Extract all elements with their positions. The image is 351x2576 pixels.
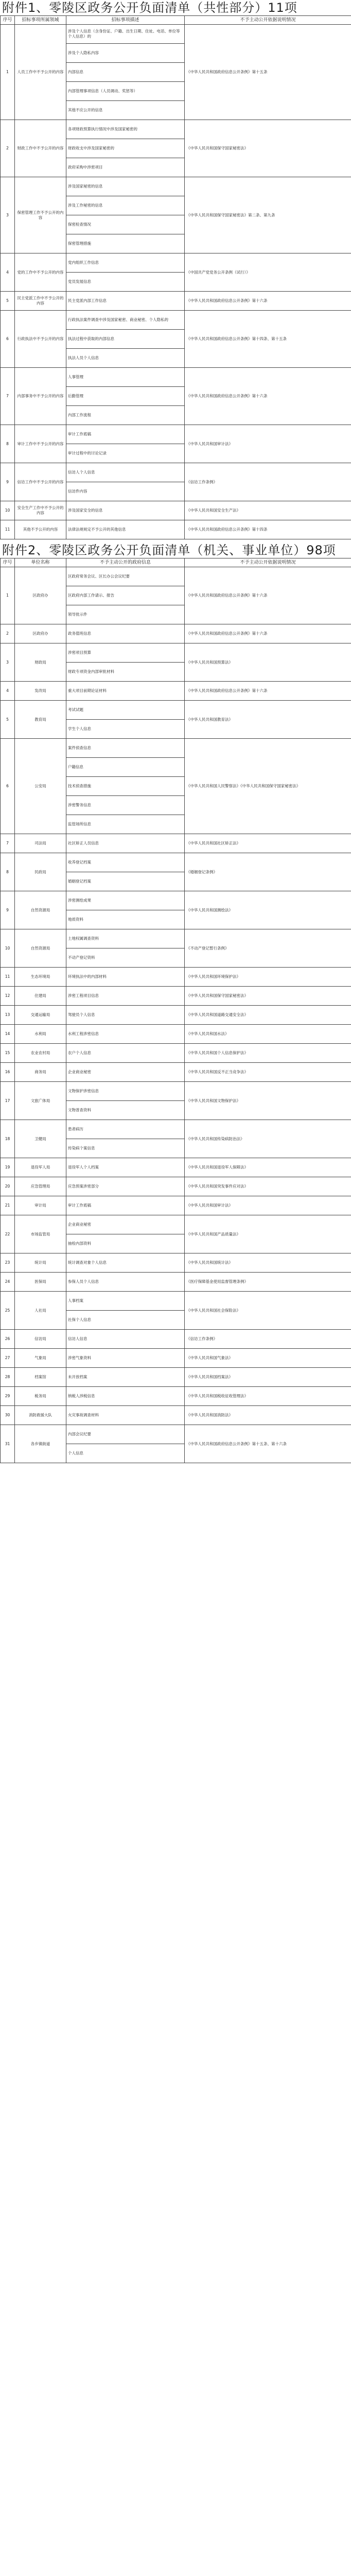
- row-number: 14: [1, 1025, 15, 1044]
- row-item: 火灾事故调查材料: [66, 1406, 185, 1425]
- table-row: [1, 891, 351, 910]
- table-row: [1, 1253, 351, 1273]
- row-basis: 《中华人民共和国政府信息公开条例》第十六条: [185, 368, 351, 425]
- row-unit: 信访局: [15, 1330, 66, 1349]
- row-unit: 自然资源局: [15, 891, 66, 929]
- row-item: 内部会议纪要: [66, 1425, 185, 1444]
- row-basis: 《中华人民共和国统计法》: [185, 1253, 351, 1273]
- row-item: 审计工作底稿: [66, 425, 185, 444]
- row-item: 退役军人个人档案: [66, 1158, 185, 1177]
- row-basis: 《信访工作条例》: [185, 1330, 351, 1349]
- row-item: 信访人个人信息: [66, 463, 185, 482]
- row-number: 29: [1, 1387, 15, 1406]
- row-number: 5: [1, 701, 15, 739]
- row-unit: 应急管理局: [15, 1177, 66, 1196]
- header-basis: 不予主动公开依据说明情况: [185, 16, 351, 25]
- table-row: [1, 1082, 351, 1101]
- row-basis: 《不动产登记暂行条例》: [185, 929, 351, 968]
- row-number: 8: [1, 853, 15, 891]
- row-item: 涉及工作秘密的信息: [66, 196, 185, 215]
- row-basis: 《中华人民共和国保守国家秘密法》: [185, 120, 351, 177]
- row-item: 地质资料: [66, 910, 185, 929]
- row-number: 9: [1, 463, 15, 501]
- row-number: 6: [1, 739, 15, 834]
- row-basis: 《中华人民共和国退役军人保障法》: [185, 1158, 351, 1177]
- row-number: 17: [1, 1082, 15, 1120]
- row-item: 文物保护涉密信息: [66, 1082, 185, 1101]
- page2-table-body: [1, 567, 351, 1463]
- row-item: 监管场所信息: [66, 815, 185, 834]
- row-number: 6: [1, 311, 15, 368]
- row-field: 财政工作中不予公开的内容: [15, 120, 66, 177]
- row-basis: 《信访工作条例》: [185, 463, 351, 501]
- table-row: [1, 682, 351, 701]
- page1-header-row: [1, 16, 351, 25]
- row-number: 7: [1, 368, 15, 425]
- row-basis: 《中华人民共和国社会保险法》: [185, 1292, 351, 1330]
- table-row: [1, 311, 351, 330]
- table-row: [1, 834, 351, 853]
- row-item: 涉及国家安全的信息: [66, 501, 185, 520]
- row-item: 应急预案涉密部分: [66, 1177, 185, 1196]
- header-items: 招标事项描述: [66, 16, 185, 25]
- row-item: 其他不应公开的信息: [66, 101, 185, 120]
- row-item: 审计工作底稿: [66, 1196, 185, 1215]
- row-item: 技术侦查措施: [66, 777, 185, 796]
- table-row: [1, 1406, 351, 1425]
- row-basis: 《中华人民共和国传染病防治法》: [185, 1120, 351, 1158]
- header-no: 序号: [1, 558, 15, 567]
- row-basis: 《中华人民共和国政府信息公开条例》第十六条: [185, 292, 351, 311]
- page2-header-row: [1, 558, 351, 567]
- row-basis: 《中华人民共和国个人信息保护法》: [185, 1044, 351, 1063]
- row-item: 环境执法中的内部材料: [66, 968, 185, 987]
- table-row: [1, 253, 351, 273]
- row-item: 审计过程中的讨论记录: [66, 444, 185, 463]
- row-field: 党的工作中不予公开的内容: [15, 253, 66, 292]
- row-number: 11: [1, 520, 15, 539]
- row-unit: 生态环境局: [15, 968, 66, 987]
- row-item: 参保人员个人信息: [66, 1273, 185, 1292]
- row-number: 16: [1, 1063, 15, 1082]
- page1-table: [0, 15, 351, 539]
- table-row: [1, 1349, 351, 1368]
- row-item: 企业商业秘密: [66, 1215, 185, 1234]
- table-row: [1, 25, 351, 44]
- row-basis: 《中华人民共和国道路交通安全法》: [185, 1006, 351, 1025]
- row-basis: 《中华人民共和国政府信息公开条例》第十五条、第十六条: [185, 1425, 351, 1463]
- row-number: 3: [1, 643, 15, 682]
- row-unit: 统计局: [15, 1253, 66, 1273]
- table-row: [1, 425, 351, 444]
- row-basis: 《中华人民共和国审计法》: [185, 1196, 351, 1215]
- row-basis: 《中华人民共和国政府信息公开条例》第十四条: [185, 520, 351, 539]
- row-unit: 发改局: [15, 682, 66, 701]
- row-item: 涉密工程项目信息: [66, 987, 185, 1006]
- row-unit: 水利局: [15, 1025, 66, 1044]
- row-item: 领导批示件: [66, 605, 185, 624]
- page2-table: [0, 558, 351, 1463]
- page1-title: 附件1、零陵区政务公开负面清单（共性部分）11项: [2, 1, 297, 15]
- table-row: [1, 987, 351, 1006]
- row-item: 执法过程中获取的内部信息: [66, 330, 185, 349]
- table-row: [1, 1063, 351, 1082]
- row-unit: 消防救援大队: [15, 1406, 66, 1425]
- row-unit: 气象局: [15, 1349, 66, 1368]
- row-item: 婚姻登记档案: [66, 872, 185, 891]
- row-number: 5: [1, 292, 15, 311]
- row-field: 内部事务中不予公开的内容: [15, 368, 66, 425]
- table-row: [1, 701, 351, 720]
- table-row: [1, 292, 351, 311]
- row-number: 28: [1, 1368, 15, 1387]
- table-row: [1, 624, 351, 643]
- row-basis: 《中华人民共和国税收征收管理法》: [185, 1387, 351, 1406]
- row-basis: 《中国共产党党务公开条例（试行）》: [185, 253, 351, 292]
- row-basis: 《中华人民共和国文物保护法》: [185, 1082, 351, 1120]
- header-field: 招标事项所属领域: [15, 16, 66, 25]
- row-number: 30: [1, 1406, 15, 1425]
- table-row: [1, 368, 351, 387]
- row-field: 信访工作中不予公开的内容: [15, 463, 66, 501]
- row-item: 涉密项目预算: [66, 643, 185, 663]
- row-unit: 区政府办: [15, 624, 66, 643]
- row-basis: 《中华人民共和国审计法》: [185, 425, 351, 463]
- row-basis: 《中华人民共和国反不正当竞争法》: [185, 1063, 351, 1082]
- row-unit: 交通运输局: [15, 1006, 66, 1025]
- table-row: [1, 929, 351, 948]
- row-unit: 农业农村局: [15, 1044, 66, 1063]
- row-item: 信访人信息: [66, 1330, 185, 1349]
- table-row: [1, 1120, 351, 1139]
- table-row: [1, 968, 351, 987]
- row-unit: 档案馆: [15, 1368, 66, 1387]
- row-unit: 退役军人局: [15, 1158, 66, 1177]
- table-row: [1, 1387, 351, 1406]
- row-unit: 自然资源局: [15, 929, 66, 968]
- row-item: 驾驶员个人信息: [66, 1006, 185, 1025]
- row-item: 内部管理事项信息（人员调动、奖惩等）: [66, 82, 185, 101]
- table-row: [1, 1006, 351, 1025]
- row-basis: 《中华人民共和国突发事件应对法》: [185, 1177, 351, 1196]
- row-unit: 住建局: [15, 987, 66, 1006]
- row-basis: 《中华人民共和国气象法》: [185, 1349, 351, 1368]
- row-unit: 教育局: [15, 701, 66, 739]
- row-item: 农户个人信息: [66, 1044, 185, 1063]
- row-number: 2: [1, 120, 15, 177]
- row-basis: 《中华人民共和国政府信息公开条例》第十六条: [185, 682, 351, 701]
- row-basis: 《中华人民共和国环境保护法》: [185, 968, 351, 987]
- row-item: 民主党派内部工作信息: [66, 292, 185, 311]
- table-row: [1, 120, 351, 139]
- row-field: 人员工作中不予公开的内容: [15, 25, 66, 120]
- row-item: 户籍信息: [66, 758, 185, 777]
- row-item: 财政收支中涉及国家秘密的: [66, 139, 185, 158]
- row-basis: 《中华人民共和国产品质量法》: [185, 1215, 351, 1253]
- row-number: 13: [1, 1006, 15, 1025]
- row-basis: 《中华人民共和国人民警察法》《中华人民共和国保守国家秘密法》: [185, 739, 351, 834]
- row-unit: 区政府办: [15, 567, 66, 624]
- row-item: 抽检内部资料: [66, 1234, 185, 1253]
- row-item: 案件侦查信息: [66, 739, 185, 758]
- row-item: 后勤管理: [66, 387, 185, 406]
- row-item: 涉及个人隐私内容: [66, 44, 185, 63]
- row-number: 24: [1, 1273, 15, 1292]
- row-number: 22: [1, 1215, 15, 1253]
- row-number: 1: [1, 25, 15, 120]
- row-number: 12: [1, 987, 15, 1006]
- row-field: 民主党派工作中不予公开的内容: [15, 292, 66, 311]
- row-number: 2: [1, 624, 15, 643]
- row-basis: 《中华人民共和国安全生产法》: [185, 501, 351, 520]
- row-basis: 《中华人民共和国水法》: [185, 1025, 351, 1044]
- row-item: 党员发展信息: [66, 273, 185, 292]
- row-item: 涉及国家秘密的信息: [66, 177, 185, 196]
- row-item: 个人信息: [66, 1444, 185, 1463]
- row-item: 考试试题: [66, 701, 185, 720]
- row-number: 23: [1, 1253, 15, 1273]
- table-row: [1, 501, 351, 520]
- row-number: 26: [1, 1330, 15, 1349]
- row-item: 企业商业秘密: [66, 1063, 185, 1082]
- row-item: 法律法规规定不予公开的其他信息: [66, 520, 185, 539]
- row-item: 各项财政预算执行情况中涉及国家秘密的: [66, 120, 185, 139]
- row-number: 4: [1, 253, 15, 292]
- row-item: 政府采购中涉密项目: [66, 158, 185, 177]
- row-item: 统计调查对象个人信息: [66, 1253, 185, 1273]
- row-number: 11: [1, 968, 15, 987]
- row-unit: 税务局: [15, 1387, 66, 1406]
- header-unit: 单位名称: [15, 558, 66, 567]
- row-item: 政务值班信息: [66, 624, 185, 643]
- row-unit: 各乡镇街道: [15, 1425, 66, 1463]
- row-field: 保密管理工作不予公开的内容: [15, 177, 66, 253]
- row-number: 10: [1, 929, 15, 968]
- row-item: 保密检查情况: [66, 215, 185, 234]
- table-row: [1, 1368, 351, 1387]
- row-unit: 市场监管局: [15, 1215, 66, 1253]
- row-item: 水利工程涉密信息: [66, 1025, 185, 1044]
- row-item: 土地权属调查资料: [66, 929, 185, 948]
- row-unit: 公安局: [15, 739, 66, 834]
- row-item: 学生个人信息: [66, 720, 185, 739]
- row-item: 信访件内容: [66, 482, 185, 501]
- row-item: 行政执法案件调查中涉及国家秘密、商业秘密、个人隐私的: [66, 311, 185, 330]
- row-number: 25: [1, 1292, 15, 1330]
- table-row: [1, 643, 351, 663]
- row-item: 内部工作流程: [66, 406, 185, 425]
- table-row: [1, 1158, 351, 1177]
- header-no: 序号: [1, 16, 15, 25]
- row-item: 党内组织工作信息: [66, 253, 185, 273]
- row-number: 31: [1, 1425, 15, 1463]
- table-row: [1, 739, 351, 758]
- row-number: 10: [1, 501, 15, 520]
- row-basis: 《中华人民共和国保守国家秘密法》第二条、第九条: [185, 177, 351, 253]
- row-unit: 卫健局: [15, 1120, 66, 1158]
- row-number: 7: [1, 834, 15, 853]
- row-basis: 《婚姻登记条例》: [185, 853, 351, 891]
- row-item: 涉密警务信息: [66, 796, 185, 815]
- row-unit: 民政局: [15, 853, 66, 891]
- table-row: [1, 177, 351, 196]
- table-row: [1, 1273, 351, 1292]
- row-item: 社保个人信息: [66, 1311, 185, 1330]
- row-item: 收养登记档案: [66, 853, 185, 872]
- row-number: 18: [1, 1120, 15, 1158]
- row-item: 财政专项资金内部审批材料: [66, 663, 185, 682]
- row-item: 执法人员个人信息: [66, 349, 185, 368]
- row-basis: 《中华人民共和国社区矫正法》: [185, 834, 351, 853]
- row-number: 4: [1, 682, 15, 701]
- row-item: 不动产登记资料: [66, 948, 185, 968]
- row-basis: 《中华人民共和国测绘法》: [185, 891, 351, 929]
- row-item: 区政府常务会议、区长办公会议纪要: [66, 567, 185, 586]
- page1-table-body: [1, 25, 351, 539]
- row-field: 其他不予公开的内容: [15, 520, 66, 539]
- row-item: 患者病历: [66, 1120, 185, 1139]
- row-unit: 审计局: [15, 1196, 66, 1215]
- row-basis: 《中华人民共和国政府信息公开条例》第十六条: [185, 567, 351, 624]
- table-row: [1, 567, 351, 586]
- row-basis: 《中华人民共和国保守国家秘密法》: [185, 987, 351, 1006]
- row-item: 社区矫正人员信息: [66, 834, 185, 853]
- table-row: [1, 1025, 351, 1044]
- table-row: [1, 1177, 351, 1196]
- row-number: 3: [1, 177, 15, 253]
- table-row: [1, 1215, 351, 1234]
- row-item: 人事档案: [66, 1292, 185, 1311]
- row-unit: 文旅广体局: [15, 1082, 66, 1120]
- row-item: 重大项目前期论证材料: [66, 682, 185, 701]
- row-unit: 商务局: [15, 1063, 66, 1082]
- row-item: 涉密测绘成果: [66, 891, 185, 910]
- table-row: [1, 853, 351, 872]
- row-item: 纳税人涉税信息: [66, 1387, 185, 1406]
- row-basis: 《中华人民共和国档案法》: [185, 1368, 351, 1387]
- table-row: [1, 1425, 351, 1444]
- row-item: 内部信息: [66, 63, 185, 82]
- table-row: [1, 1330, 351, 1349]
- row-unit: 医保局: [15, 1273, 66, 1292]
- row-unit: 司法局: [15, 834, 66, 853]
- row-number: 1: [1, 567, 15, 624]
- row-basis: 《中华人民共和国消防法》: [185, 1406, 351, 1425]
- row-basis: 《中华人民共和国教育法》: [185, 701, 351, 739]
- row-number: 27: [1, 1349, 15, 1368]
- row-unit: 财政局: [15, 643, 66, 682]
- row-item: 涉密气象资料: [66, 1349, 185, 1368]
- row-basis: 《中华人民共和国政府信息公开条例》第十五条: [185, 25, 351, 120]
- row-item: 人事管理: [66, 368, 185, 387]
- table-row: [1, 520, 351, 539]
- table-row: [1, 1292, 351, 1311]
- header-items: 不予主动公开的政府信息: [66, 558, 185, 567]
- row-basis: 《中华人民共和国政府信息公开条例》第十四条、第十五条: [185, 311, 351, 368]
- row-item: 涉及个人信息（含身份证、户籍、出生日期、住址、电话、单位等个人信息）的: [66, 25, 185, 44]
- row-number: 19: [1, 1158, 15, 1177]
- row-field: 安全生产工作中不予公开的内容: [15, 501, 66, 520]
- table-row: [1, 1044, 351, 1063]
- page2-title: 附件2、零陵区政务公开负面清单（机关、事业单位）98项: [2, 543, 336, 557]
- row-item: 传染病个案信息: [66, 1139, 185, 1158]
- row-unit: 人社局: [15, 1292, 66, 1330]
- row-field: 行政执法中不予公开的内容: [15, 311, 66, 368]
- row-number: 8: [1, 425, 15, 463]
- row-item: 未开放档案: [66, 1368, 185, 1387]
- row-basis: 《中华人民共和国政府信息公开条例》第十六条: [185, 624, 351, 643]
- row-number: 21: [1, 1196, 15, 1215]
- row-number: 9: [1, 891, 15, 929]
- row-basis: 《中华人民共和国预算法》: [185, 643, 351, 682]
- row-item: 文物普查资料: [66, 1101, 185, 1120]
- row-field: 审计工作中不予公开的内容: [15, 425, 66, 463]
- table-row: [1, 463, 351, 482]
- row-basis: 《医疗保障基金使用监督管理条例》: [185, 1273, 351, 1292]
- row-item: 保密管理措施: [66, 234, 185, 253]
- table-row: [1, 1196, 351, 1215]
- row-item: 区政府内部工作请示、报告: [66, 586, 185, 605]
- row-number: 20: [1, 1177, 15, 1196]
- row-number: 15: [1, 1044, 15, 1063]
- header-basis: 不予主动公开依据说明情况: [185, 558, 351, 567]
